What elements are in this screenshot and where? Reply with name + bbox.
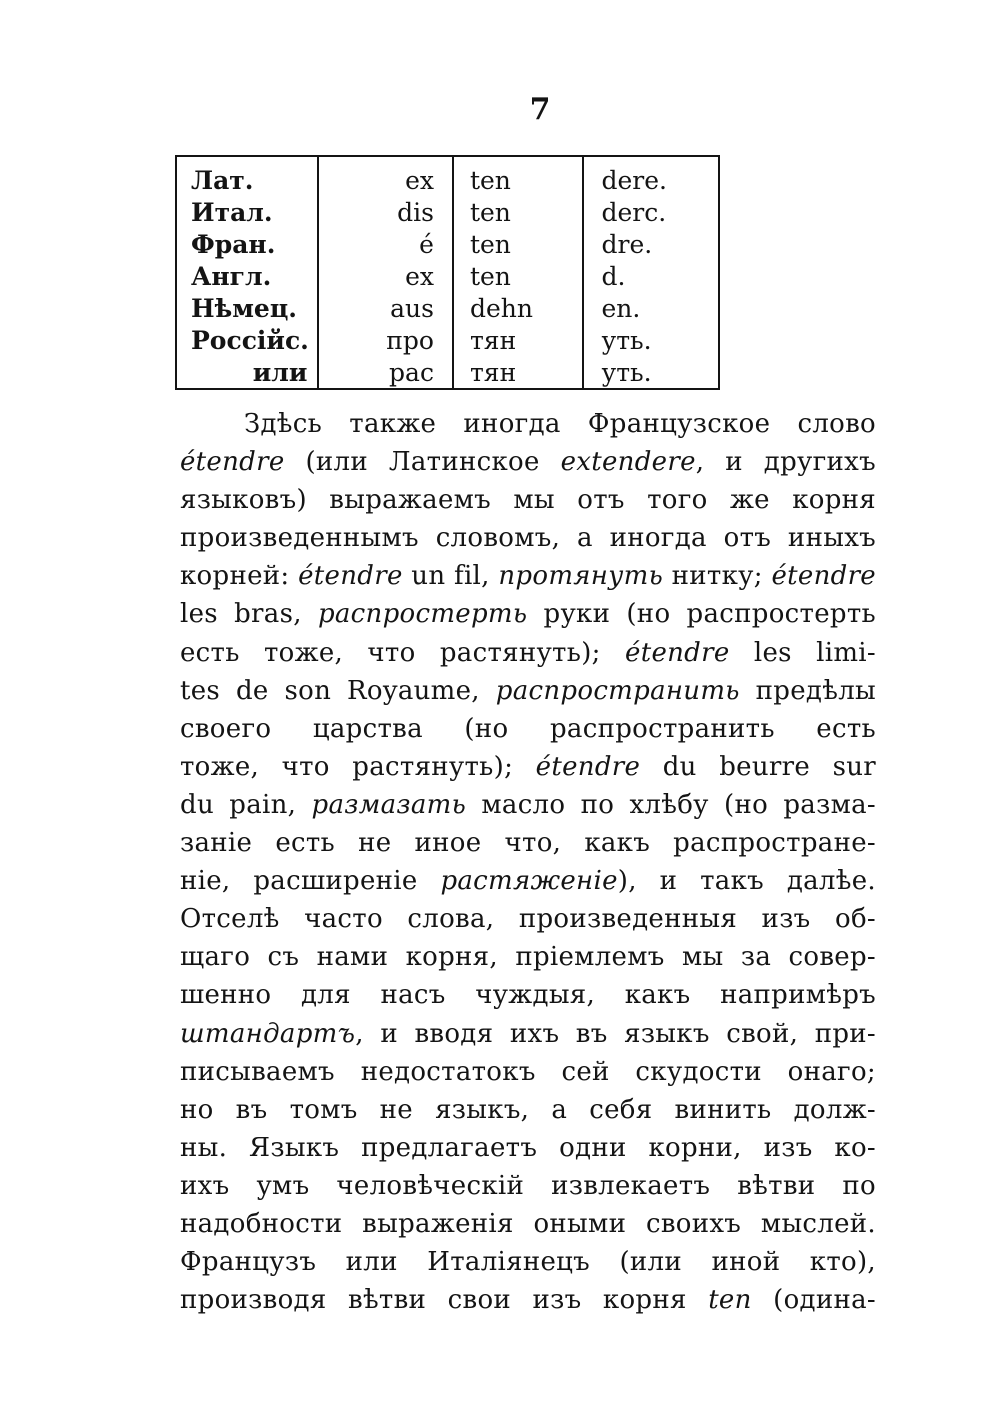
text-run: масло по хлѣбу (но разма- bbox=[466, 789, 876, 820]
text-run: но въ томъ не языкъ, а себя винить долж- bbox=[180, 1094, 876, 1125]
etymology-table bbox=[175, 155, 720, 390]
text-run: du pain, bbox=[180, 789, 312, 820]
italic-text-run: распространить bbox=[495, 675, 740, 706]
text-run: щаго съ нами корня, пріемлемъ мы за совер- bbox=[180, 942, 876, 973]
text-line bbox=[180, 1015, 876, 1053]
text-run: un fil, bbox=[402, 561, 499, 592]
text-run: Здѣсь также иногда Французское слово bbox=[244, 409, 876, 439]
root-cell: тян bbox=[469, 326, 517, 355]
text-line bbox=[180, 634, 876, 672]
text-line bbox=[180, 748, 876, 786]
ending-cell: d. bbox=[601, 262, 626, 291]
italic-text-run: étendre bbox=[625, 637, 730, 668]
text-line bbox=[180, 1167, 876, 1205]
root-cell: dehn bbox=[469, 294, 533, 323]
ending-cell: derc. bbox=[601, 198, 667, 227]
ending-column bbox=[584, 157, 719, 388]
text-line bbox=[180, 405, 876, 443]
text-run: предѣлы bbox=[739, 675, 877, 706]
text-line bbox=[180, 1091, 876, 1129]
prefix-cell: ex bbox=[405, 166, 434, 195]
text-line bbox=[180, 595, 876, 633]
text-run: les bras, bbox=[180, 599, 318, 630]
prefix-column bbox=[319, 157, 454, 388]
prefix-cell: ex bbox=[405, 262, 434, 291]
text-line bbox=[180, 710, 876, 748]
italic-text-run: étendre bbox=[298, 561, 403, 592]
text-run: tes de son Royaume, bbox=[180, 675, 496, 706]
text-line bbox=[180, 900, 876, 938]
page-number: 7 bbox=[529, 92, 551, 127]
prefix-cell: рас bbox=[389, 358, 434, 387]
italic-text-run: штандартъ bbox=[180, 1018, 356, 1049]
text-run: ны. Языкъ предлагаетъ одни корни, изъ ко- bbox=[180, 1132, 876, 1163]
text-run: производя вѣтви свои изъ корня bbox=[180, 1285, 709, 1316]
prefix-cell: про bbox=[386, 326, 434, 355]
body-paragraph bbox=[180, 405, 876, 1319]
text-run: надобности выраженія оными своихъ мыслей. bbox=[180, 1208, 876, 1239]
ending-cell: уть. bbox=[601, 358, 652, 387]
prefix-cell: aus bbox=[390, 294, 434, 323]
italic-text-run: размазать bbox=[311, 789, 467, 820]
root-column bbox=[454, 157, 584, 388]
text-run: Отселѣ часто слова, произведенныя изъ об- bbox=[180, 904, 876, 935]
italic-text-run: ten bbox=[708, 1285, 752, 1316]
italic-text-run: протянуть bbox=[498, 561, 664, 592]
text-run: нитку; bbox=[663, 561, 772, 592]
text-run: (одина- bbox=[751, 1285, 876, 1316]
text-run: писываемъ недостатокъ сей скудости онаго; bbox=[180, 1056, 876, 1087]
language-column bbox=[177, 157, 319, 388]
language-cell: Россійс. bbox=[191, 326, 309, 355]
ending-cell: dere. bbox=[601, 166, 667, 195]
text-run: своего царства (но распространить есть bbox=[180, 713, 876, 744]
language-cell: Англ. bbox=[191, 262, 272, 291]
language-cell: или bbox=[252, 358, 308, 387]
text-run: du beurre sur bbox=[640, 751, 876, 782]
text-run: les limi- bbox=[729, 637, 876, 668]
text-line bbox=[180, 1243, 876, 1281]
language-cell: Фран. bbox=[191, 230, 276, 259]
text-run: произведеннымъ словомъ, а иногда отъ иныхъ bbox=[180, 523, 876, 554]
prefix-cell: dis bbox=[397, 198, 434, 227]
text-run: заніе есть не иное что, какъ распростране- bbox=[180, 828, 876, 859]
ending-cell: en. bbox=[601, 294, 641, 323]
text-run: Французъ или Италіянецъ (или иной кто), bbox=[180, 1247, 876, 1278]
text-run: шенно для насъ чуждыя, какъ напримѣръ bbox=[180, 980, 876, 1011]
italic-text-run: étendre bbox=[535, 751, 641, 782]
text-run: корней: bbox=[180, 561, 299, 592]
text-line bbox=[180, 1205, 876, 1243]
italic-text-run: étendre bbox=[771, 561, 876, 592]
text-line bbox=[180, 443, 876, 481]
text-line bbox=[180, 862, 876, 900]
root-cell: тян bbox=[469, 358, 517, 387]
text-run: есть тоже, что растянуть); bbox=[180, 637, 626, 668]
text-run: тоже, что растянуть); bbox=[180, 751, 536, 782]
text-run: руки (но распростерть bbox=[527, 599, 876, 630]
text-line bbox=[180, 976, 876, 1014]
text-line bbox=[180, 481, 876, 519]
italic-text-run: extendere bbox=[560, 447, 696, 478]
text-line bbox=[180, 1129, 876, 1167]
text-run: ихъ умъ человѣческій извлекаетъ вѣтви по bbox=[180, 1170, 876, 1201]
italic-text-run: étendre bbox=[180, 447, 285, 478]
text-line bbox=[180, 1281, 876, 1319]
italic-text-run: растяженіе bbox=[440, 866, 618, 897]
root-cell: ten bbox=[469, 230, 511, 259]
text-run: ), и такъ далѣе. bbox=[617, 866, 876, 897]
italic-text-run: распростерть bbox=[317, 599, 528, 630]
root-cell: ten bbox=[469, 262, 511, 291]
text-line bbox=[180, 1053, 876, 1091]
root-cell: ten bbox=[469, 166, 511, 195]
text-line bbox=[180, 672, 876, 710]
ending-cell: dre. bbox=[601, 230, 653, 259]
text-line bbox=[180, 557, 876, 595]
text-run: (или Латинское bbox=[284, 447, 561, 478]
text-line bbox=[180, 519, 876, 557]
language-cell: Итал. bbox=[191, 198, 273, 227]
text-line bbox=[180, 824, 876, 862]
prefix-cell: é bbox=[419, 230, 434, 259]
text-line bbox=[180, 938, 876, 976]
text-line bbox=[180, 786, 876, 824]
text-run: ніе, расширеніе bbox=[180, 866, 441, 897]
language-cell: Нѣмец. bbox=[191, 294, 297, 323]
root-cell: ten bbox=[469, 198, 511, 227]
language-cell: Лат. bbox=[191, 166, 254, 195]
text-run: языковъ) выражаемъ мы отъ того же корня bbox=[180, 485, 876, 516]
text-run: , и вводя ихъ въ языкъ свой, при- bbox=[355, 1018, 876, 1049]
text-run: , и другихъ bbox=[695, 447, 876, 478]
ending-cell: уть. bbox=[601, 326, 652, 355]
